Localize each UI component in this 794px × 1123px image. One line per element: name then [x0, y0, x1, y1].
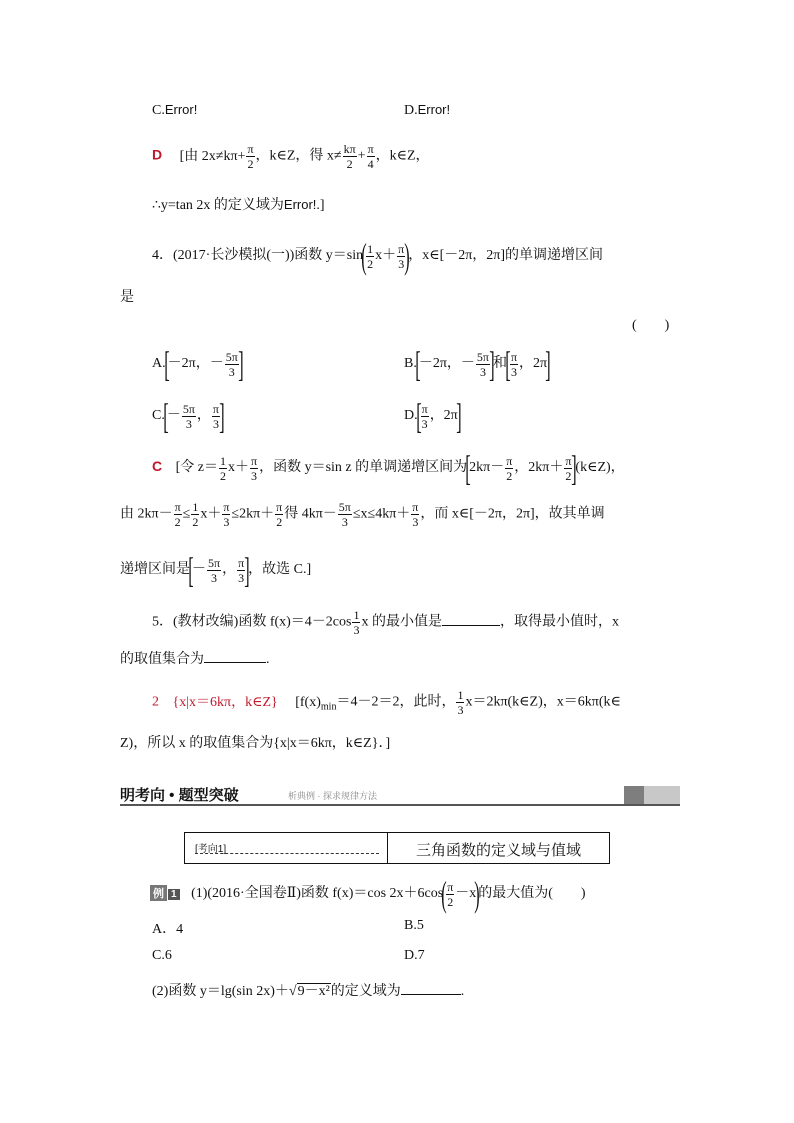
solution-text: ≤ [182, 506, 191, 522]
option-text: ， [196, 408, 211, 424]
stem-text: x 的最小值是 [361, 614, 442, 630]
right-bracket: ] [545, 344, 551, 384]
stem-text: (2)函数 y＝lg(sin 2x)＋ [152, 984, 289, 999]
sqrt-sign: √ [288, 984, 297, 999]
solution-text: [由 2x≠kπ+ [179, 148, 246, 164]
example-option-c: C.6 [152, 948, 172, 963]
subscript: min [320, 701, 337, 713]
sqrt-radicand: 9－x² [297, 984, 330, 999]
fraction: $\frac{\pi}{3}$ [412, 500, 419, 529]
fraction: $\frac{\pi}{2}$ [565, 453, 572, 483]
solution-text: ， [222, 562, 237, 578]
q4-option-c [152, 398, 223, 434]
fraction: $\frac{5\pi}{3}$ [338, 500, 351, 529]
stem-text: －x [455, 886, 477, 902]
stem-text: 5．(教材改编)函数 f(x)＝4－2cos [152, 614, 352, 630]
fraction: $\frac{\pi}{2}$ [174, 500, 181, 529]
example-option-a: A．4 [152, 922, 184, 937]
q4-stem [152, 238, 603, 274]
stem-text: 的取值集合为 [120, 652, 204, 667]
option-label: D. [404, 103, 418, 118]
fraction: $\frac{k\pi}{2}$ [343, 142, 356, 171]
left-bracket: [ [163, 396, 169, 436]
solution-text: ，而 x∈[－2π，2π]，故其单调 [420, 506, 605, 522]
answer-blank [204, 662, 266, 663]
solution-text: ∴y=tan 2x 的定义域为 [152, 198, 284, 213]
solution-text: 得 4kπ－ [284, 506, 337, 522]
fraction: $\frac{1}{2}$ [192, 500, 199, 529]
fraction: $\frac{\pi}{3}$ [251, 453, 258, 483]
fraction: $\frac{\pi}{3}$ [238, 555, 245, 585]
stem-text: x＋ [375, 248, 397, 264]
solution-text: x＋ [228, 460, 250, 476]
example-icon: 例 [150, 885, 167, 901]
solution-text: ，函数 y＝sin z 的单调递增区间为 [259, 460, 468, 476]
right-paren: ) [404, 236, 410, 276]
solution-text: x＋ [200, 506, 222, 522]
solution-text: .] [316, 198, 325, 213]
stem-text: . [266, 652, 270, 667]
fraction: $\frac{5\pi}{3}$ [476, 349, 489, 379]
example-option-b: B.5 [404, 918, 424, 933]
option-label: D. [404, 408, 418, 424]
answer-letter: C [152, 458, 163, 475]
option-text: － [166, 408, 181, 424]
q4-option-d [404, 398, 460, 434]
q3-option-d [404, 102, 450, 119]
example-1-stem [150, 876, 586, 912]
solution-text: － [192, 562, 206, 578]
topic-tag-cell [185, 833, 388, 863]
fraction: $\frac{\pi}{3}$ [510, 349, 518, 379]
option-label: C. [152, 103, 165, 118]
option-text: ，2π [429, 408, 458, 424]
fraction: $\frac{\pi}{2}$ [447, 879, 454, 909]
q5-stem-cont [120, 648, 270, 668]
q5-solution-line2: Z)，所以 x 的取值集合为{x|x＝6kπ，k∈Z}．] [120, 736, 391, 751]
fraction: $\frac{\pi}{4}$ [367, 142, 374, 171]
solution-text: 递增区间是 [120, 562, 190, 578]
q4-stem-cont: 是 [120, 290, 134, 305]
left-bracket: [ [188, 550, 194, 590]
left-bracket: [ [415, 396, 422, 436]
q4-option-a [152, 346, 242, 382]
q4-solution-line1 [152, 450, 625, 486]
left-paren: ( [441, 874, 447, 914]
right-bracket: ] [571, 448, 578, 488]
example-number: 1 [168, 889, 180, 900]
answer-value: 2 [152, 694, 159, 710]
fraction: $\frac{1}{3}$ [353, 608, 360, 637]
section-header [120, 784, 680, 806]
fraction: $\frac{5\pi}{3}$ [208, 555, 221, 585]
stem-text: . [460, 984, 465, 999]
topic-tag: [考向1] [195, 844, 227, 855]
option-label: C. [152, 408, 165, 424]
topic-box [184, 832, 610, 864]
answer-letter: D [152, 146, 163, 163]
answer-set: {x|x＝6kπ，k∈Z} [172, 694, 278, 710]
solution-text: ≤x≤4kπ＋ [352, 506, 411, 522]
left-paren: ( [361, 236, 367, 276]
fraction: $\frac{\pi}{2}$ [506, 453, 513, 483]
error-text: Error! [417, 102, 451, 117]
solution-text: + [357, 148, 366, 164]
topic-title: 三角函数的定义域与值域 [415, 842, 581, 859]
option-text: －2π，－ [418, 356, 475, 372]
error-text: Error! [283, 197, 317, 212]
fraction: $\frac{1}{2}$ [367, 241, 374, 271]
q4-solution-line3 [120, 552, 311, 588]
q3-solution-line1 [152, 142, 430, 171]
option-label: A. [152, 356, 166, 372]
section-subtitle: 析典例 · 探求规律方法 [288, 791, 377, 801]
right-bracket: ] [238, 344, 244, 384]
example-1-part2 [152, 980, 464, 1000]
fraction: $\frac{5\pi}{3}$ [225, 349, 238, 379]
solution-text: ＝4－2＝2，此时， [336, 694, 456, 710]
fraction: $\frac{5\pi}{3}$ [182, 401, 195, 431]
right-bracket: ] [219, 396, 225, 436]
right-bracket: ] [456, 396, 462, 436]
solution-text: x＝2kπ(k∈Z)，x＝6kπ(k∈ [465, 694, 621, 710]
fraction: $\frac{\pi}{3}$ [398, 241, 405, 271]
right-paren: ) [474, 874, 480, 914]
solution-text: 2kπ－ [469, 460, 505, 476]
fraction: $\frac{\pi}{3}$ [421, 401, 428, 431]
stem-text: 的最大值为( ) [478, 886, 586, 902]
section-rule [120, 804, 680, 806]
solution-text: ，k∈Z， [375, 148, 430, 164]
fraction: $\frac{\pi}{3}$ [223, 500, 230, 529]
q3-solution-line2 [152, 194, 325, 214]
q5-stem [152, 608, 619, 637]
right-bracket: ] [244, 550, 250, 590]
fraction: $\frac{\pi}{3}$ [212, 401, 219, 431]
solution-text: ，故选 C.] [248, 562, 312, 578]
answer-paren: ( ) [632, 318, 670, 333]
stem-text: 4．(2017·长沙模拟(一))函数 y＝sin [152, 248, 364, 264]
answer-blank [442, 625, 500, 626]
q4-option-b [404, 346, 549, 382]
q5-solution-line1 [152, 688, 621, 717]
solution-text: ，k∈Z，得 x≠ [255, 148, 342, 164]
solution-text: (k∈Z)， [575, 460, 625, 476]
left-bracket: [ [465, 448, 471, 488]
stem-text: ，x∈[－2π，2π]的单调递增区间 [408, 248, 604, 264]
fraction: $\frac{1}{3}$ [457, 688, 464, 717]
stem-text: (1)(2016·全国卷Ⅱ)函数 f(x)＝cos 2x＋6cos [191, 886, 444, 902]
solution-text: [f(x) [295, 694, 321, 710]
decor-block-light [644, 786, 680, 804]
fraction: $\frac{1}{2}$ [220, 453, 227, 483]
answer-blank [401, 994, 461, 995]
section-title: 明考向 • 题型突破 [120, 787, 239, 804]
solution-text: ，2kπ＋ [514, 460, 564, 476]
option-text: 和 [492, 356, 507, 372]
stem-text: ，取得最小值时，x [499, 614, 619, 630]
fraction: $\frac{\pi}{2}$ [247, 142, 254, 171]
q4-solution-line2 [120, 500, 605, 529]
right-bracket: ] [489, 344, 495, 384]
dashed-rule [195, 853, 379, 854]
q3-option-c [152, 102, 197, 119]
option-text: ，2π [519, 356, 548, 372]
left-bracket: [ [163, 344, 170, 384]
left-bracket: [ [415, 344, 421, 384]
solution-text: [令 z＝ [175, 460, 219, 476]
stem-text: 的定义域为 [330, 984, 401, 999]
option-text: －2π，－ [167, 356, 224, 372]
error-text: Error! [164, 102, 198, 117]
option-label: B. [404, 356, 417, 372]
left-bracket: [ [505, 344, 511, 384]
decor-block-dark [624, 786, 644, 804]
solution-text: 由 2kπ－ [120, 506, 173, 522]
example-option-d: D.7 [404, 948, 425, 963]
fraction: $\frac{\pi}{2}$ [276, 500, 283, 529]
solution-text: ≤2kπ＋ [231, 506, 275, 522]
